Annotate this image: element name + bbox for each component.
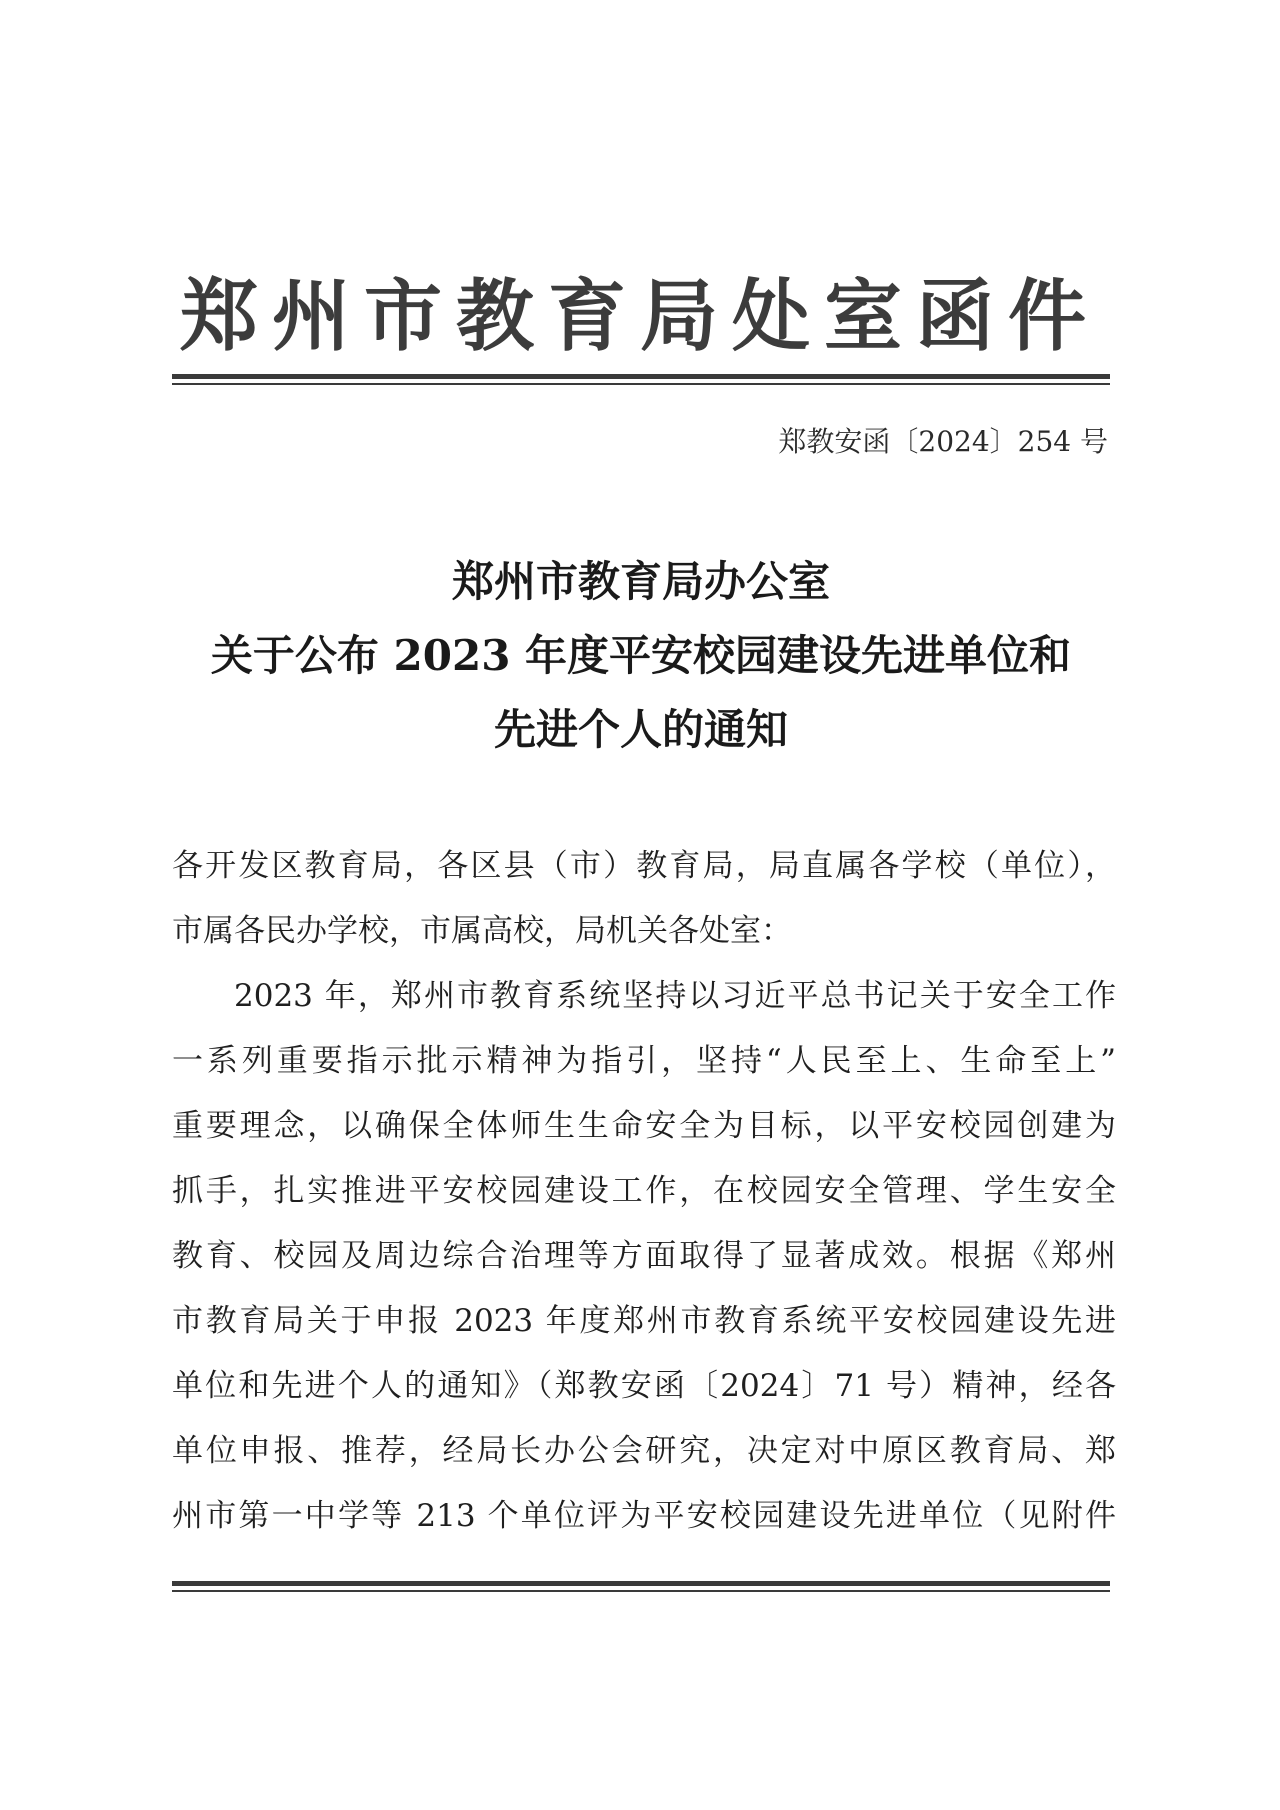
body-line: 单位申报、推荐，经局长办公会研究，决定对中原区教育局、郑 <box>172 1433 1116 1469</box>
notice-body <box>172 834 1116 1549</box>
body-line: 抓手，扎实推进平安校园建设工作，在校园安全管理、学生安全 <box>172 1173 1116 1209</box>
body-line: 一系列重要指示批示精神为指引，坚持“人民至上、生命至上” <box>172 1043 1116 1079</box>
footer-divider <box>172 1581 1110 1592</box>
body-line: 单位和先进个人的通知》（郑教安函〔2024〕71 号）精神，经各 <box>172 1368 1116 1404</box>
letterhead-divider <box>172 374 1110 385</box>
body-line: 市教育局关于申报 2023 年度郑州市教育系统平安校园建设先进 <box>172 1303 1116 1339</box>
notice-title-line-2: 关于公布 2023 年度平安校园建设先进单位和 <box>210 631 1072 680</box>
body-line: 州市第一中学等 213 个单位评为平安校园建设先进单位（见附件 <box>172 1498 1116 1534</box>
body-line: 各开发区教育局，各区县（市）教育局，局直属各学校（单位）， <box>172 848 1116 884</box>
body-line: 市属各民办学校，市属高校，局机关各处室： <box>172 913 792 949</box>
letterhead-title: 郑州市教育局处室函件 <box>179 272 1100 362</box>
body-line: 重要理念，以确保全体师生生命安全为目标，以平安校园创建为 <box>172 1108 1116 1144</box>
document-number: 郑教安函〔2024〕254 号 <box>778 425 1108 458</box>
body-line: 教育、校园及周边综合治理等方面取得了显著成效。根据《郑州 <box>172 1238 1116 1274</box>
notice-title-line-1: 郑州市教育局办公室 <box>451 557 830 606</box>
notice-title-line-3: 先进个人的通知 <box>493 705 788 754</box>
notice-title <box>172 545 1110 767</box>
body-line: 2023 年，郑州市教育系统坚持以习近平总书记关于安全工作 <box>234 978 1116 1014</box>
